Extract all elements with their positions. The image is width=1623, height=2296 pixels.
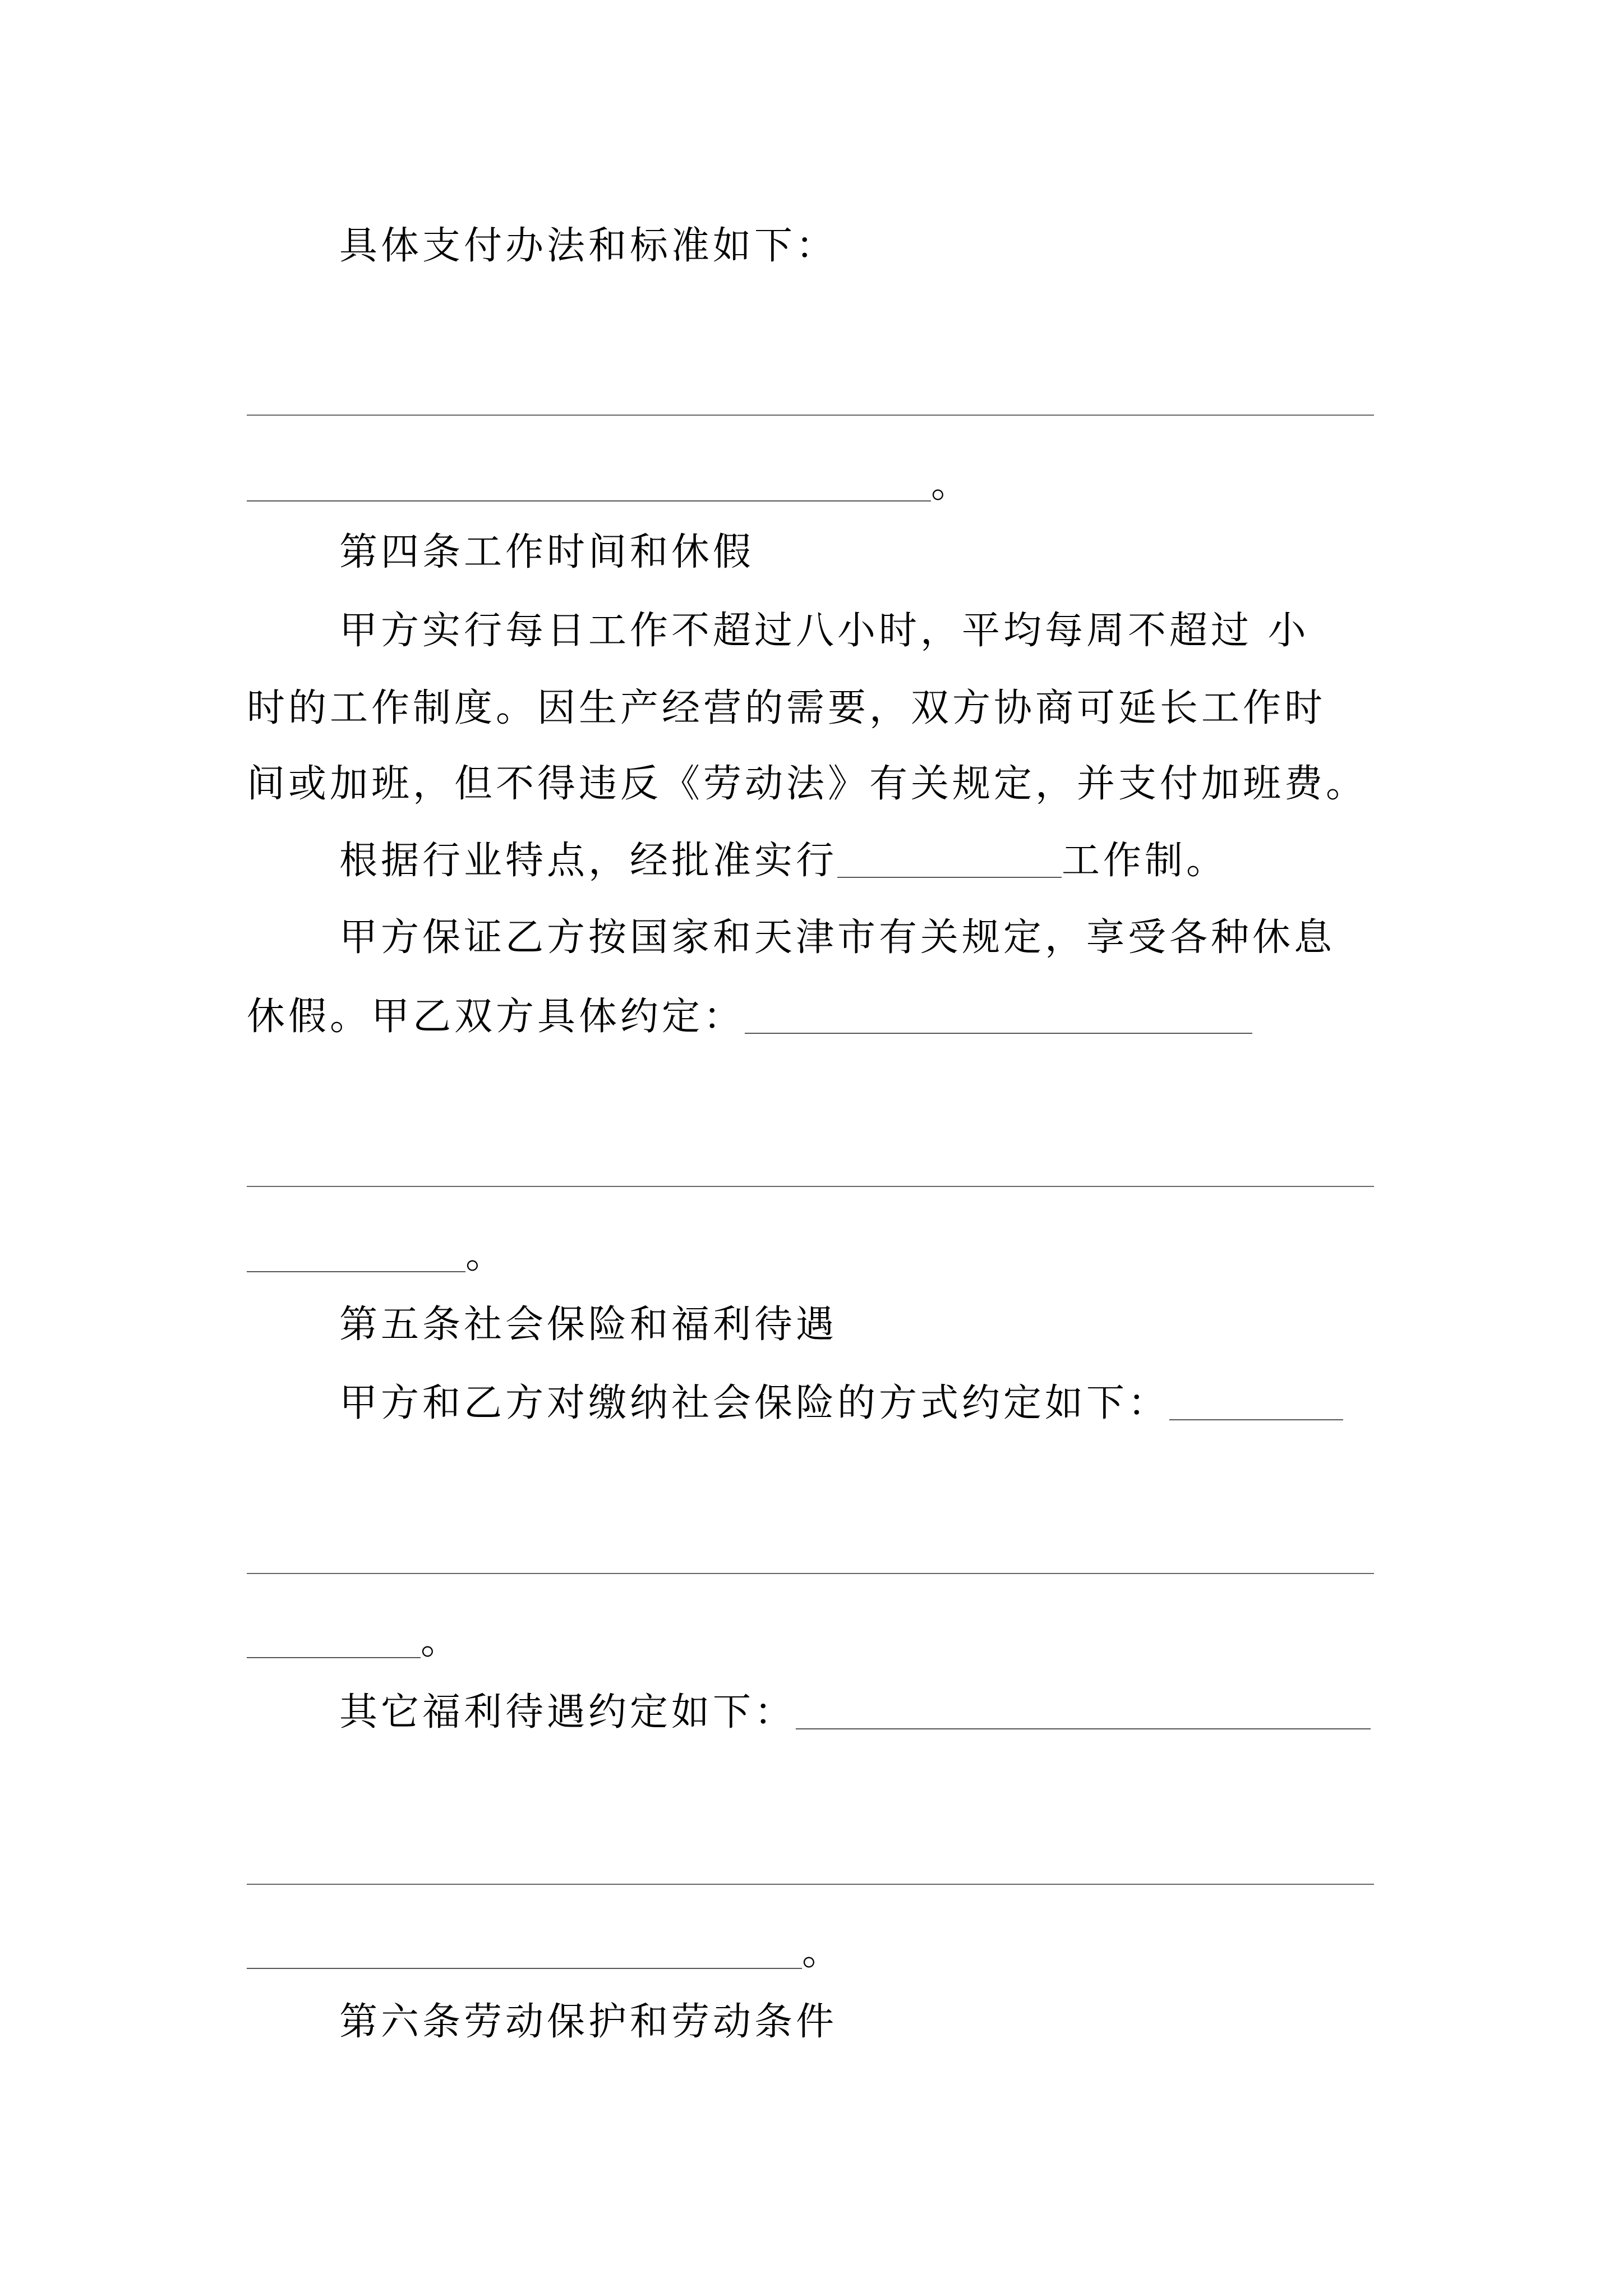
paragraph-text: 甲方实行每日工作不超过八小时，平均每周不超过 小 xyxy=(339,609,1310,653)
text-line xyxy=(339,904,1335,972)
paragraph-text: 间或加班，但不得违反《劳动法》有关规定，并支付加班费。 xyxy=(247,762,1368,806)
article-4-heading: 第四条工作时间和休假 xyxy=(339,530,755,574)
blank-fill-line xyxy=(247,1186,1374,1187)
paragraph-text: 工作制。 xyxy=(1062,839,1228,883)
text-line xyxy=(339,1370,1343,1437)
period-mark: 。 xyxy=(465,1233,508,1277)
paragraph-text: 时的工作制度。因生产经营的需要，双方协商可延长工作时 xyxy=(247,686,1326,730)
blank-fill-line xyxy=(247,451,931,518)
text-line xyxy=(247,1918,843,1986)
blank-fill-line xyxy=(247,1573,1374,1574)
payment-method-label: 具体支付办法和标准如下： xyxy=(339,224,838,268)
blank-fill-line xyxy=(247,1884,1374,1885)
section-heading xyxy=(339,1989,837,2056)
blank-fill-line xyxy=(837,827,1062,895)
paragraph-text: 根据行业特点，经批准实行 xyxy=(339,839,838,883)
blank-fill-line xyxy=(745,983,1252,1051)
text-line xyxy=(339,1679,1371,1746)
text-line xyxy=(247,983,1252,1051)
article-6-heading: 第六条劳动保护和劳动条件 xyxy=(339,2000,838,2044)
blank-fill-line xyxy=(247,415,1374,416)
blank-fill-line xyxy=(1169,1370,1343,1437)
paragraph-text: 甲方保证乙方按国家和天津市有关规定，享受各种休息 xyxy=(339,915,1336,960)
text-line xyxy=(247,1608,462,1675)
period-mark: 。 xyxy=(802,1930,844,1974)
paragraph-text: 其它福利待遇约定如下： xyxy=(339,1690,796,1734)
period-mark: 。 xyxy=(931,462,973,507)
text-line xyxy=(247,751,1367,818)
text-line xyxy=(339,827,1228,895)
blank-fill-line xyxy=(247,1222,465,1289)
section-heading xyxy=(339,1291,837,1359)
blank-fill-line xyxy=(796,1679,1371,1746)
text-line xyxy=(247,1222,507,1289)
text-line xyxy=(339,213,837,280)
period-mark: 。 xyxy=(421,1619,463,1663)
paragraph-text: 休假。甲乙双方具体约定： xyxy=(247,995,745,1039)
text-line xyxy=(339,597,1310,665)
article-5-heading: 第五条社会保险和福利待遇 xyxy=(339,1303,838,1347)
section-heading xyxy=(339,519,754,586)
blank-fill-line xyxy=(247,1608,421,1675)
blank-fill-line xyxy=(247,1918,802,1986)
text-line xyxy=(247,451,972,518)
text-line xyxy=(247,675,1326,742)
paragraph-text: 甲方和乙方对缴纳社会保险的方式约定如下： xyxy=(339,1381,1170,1425)
